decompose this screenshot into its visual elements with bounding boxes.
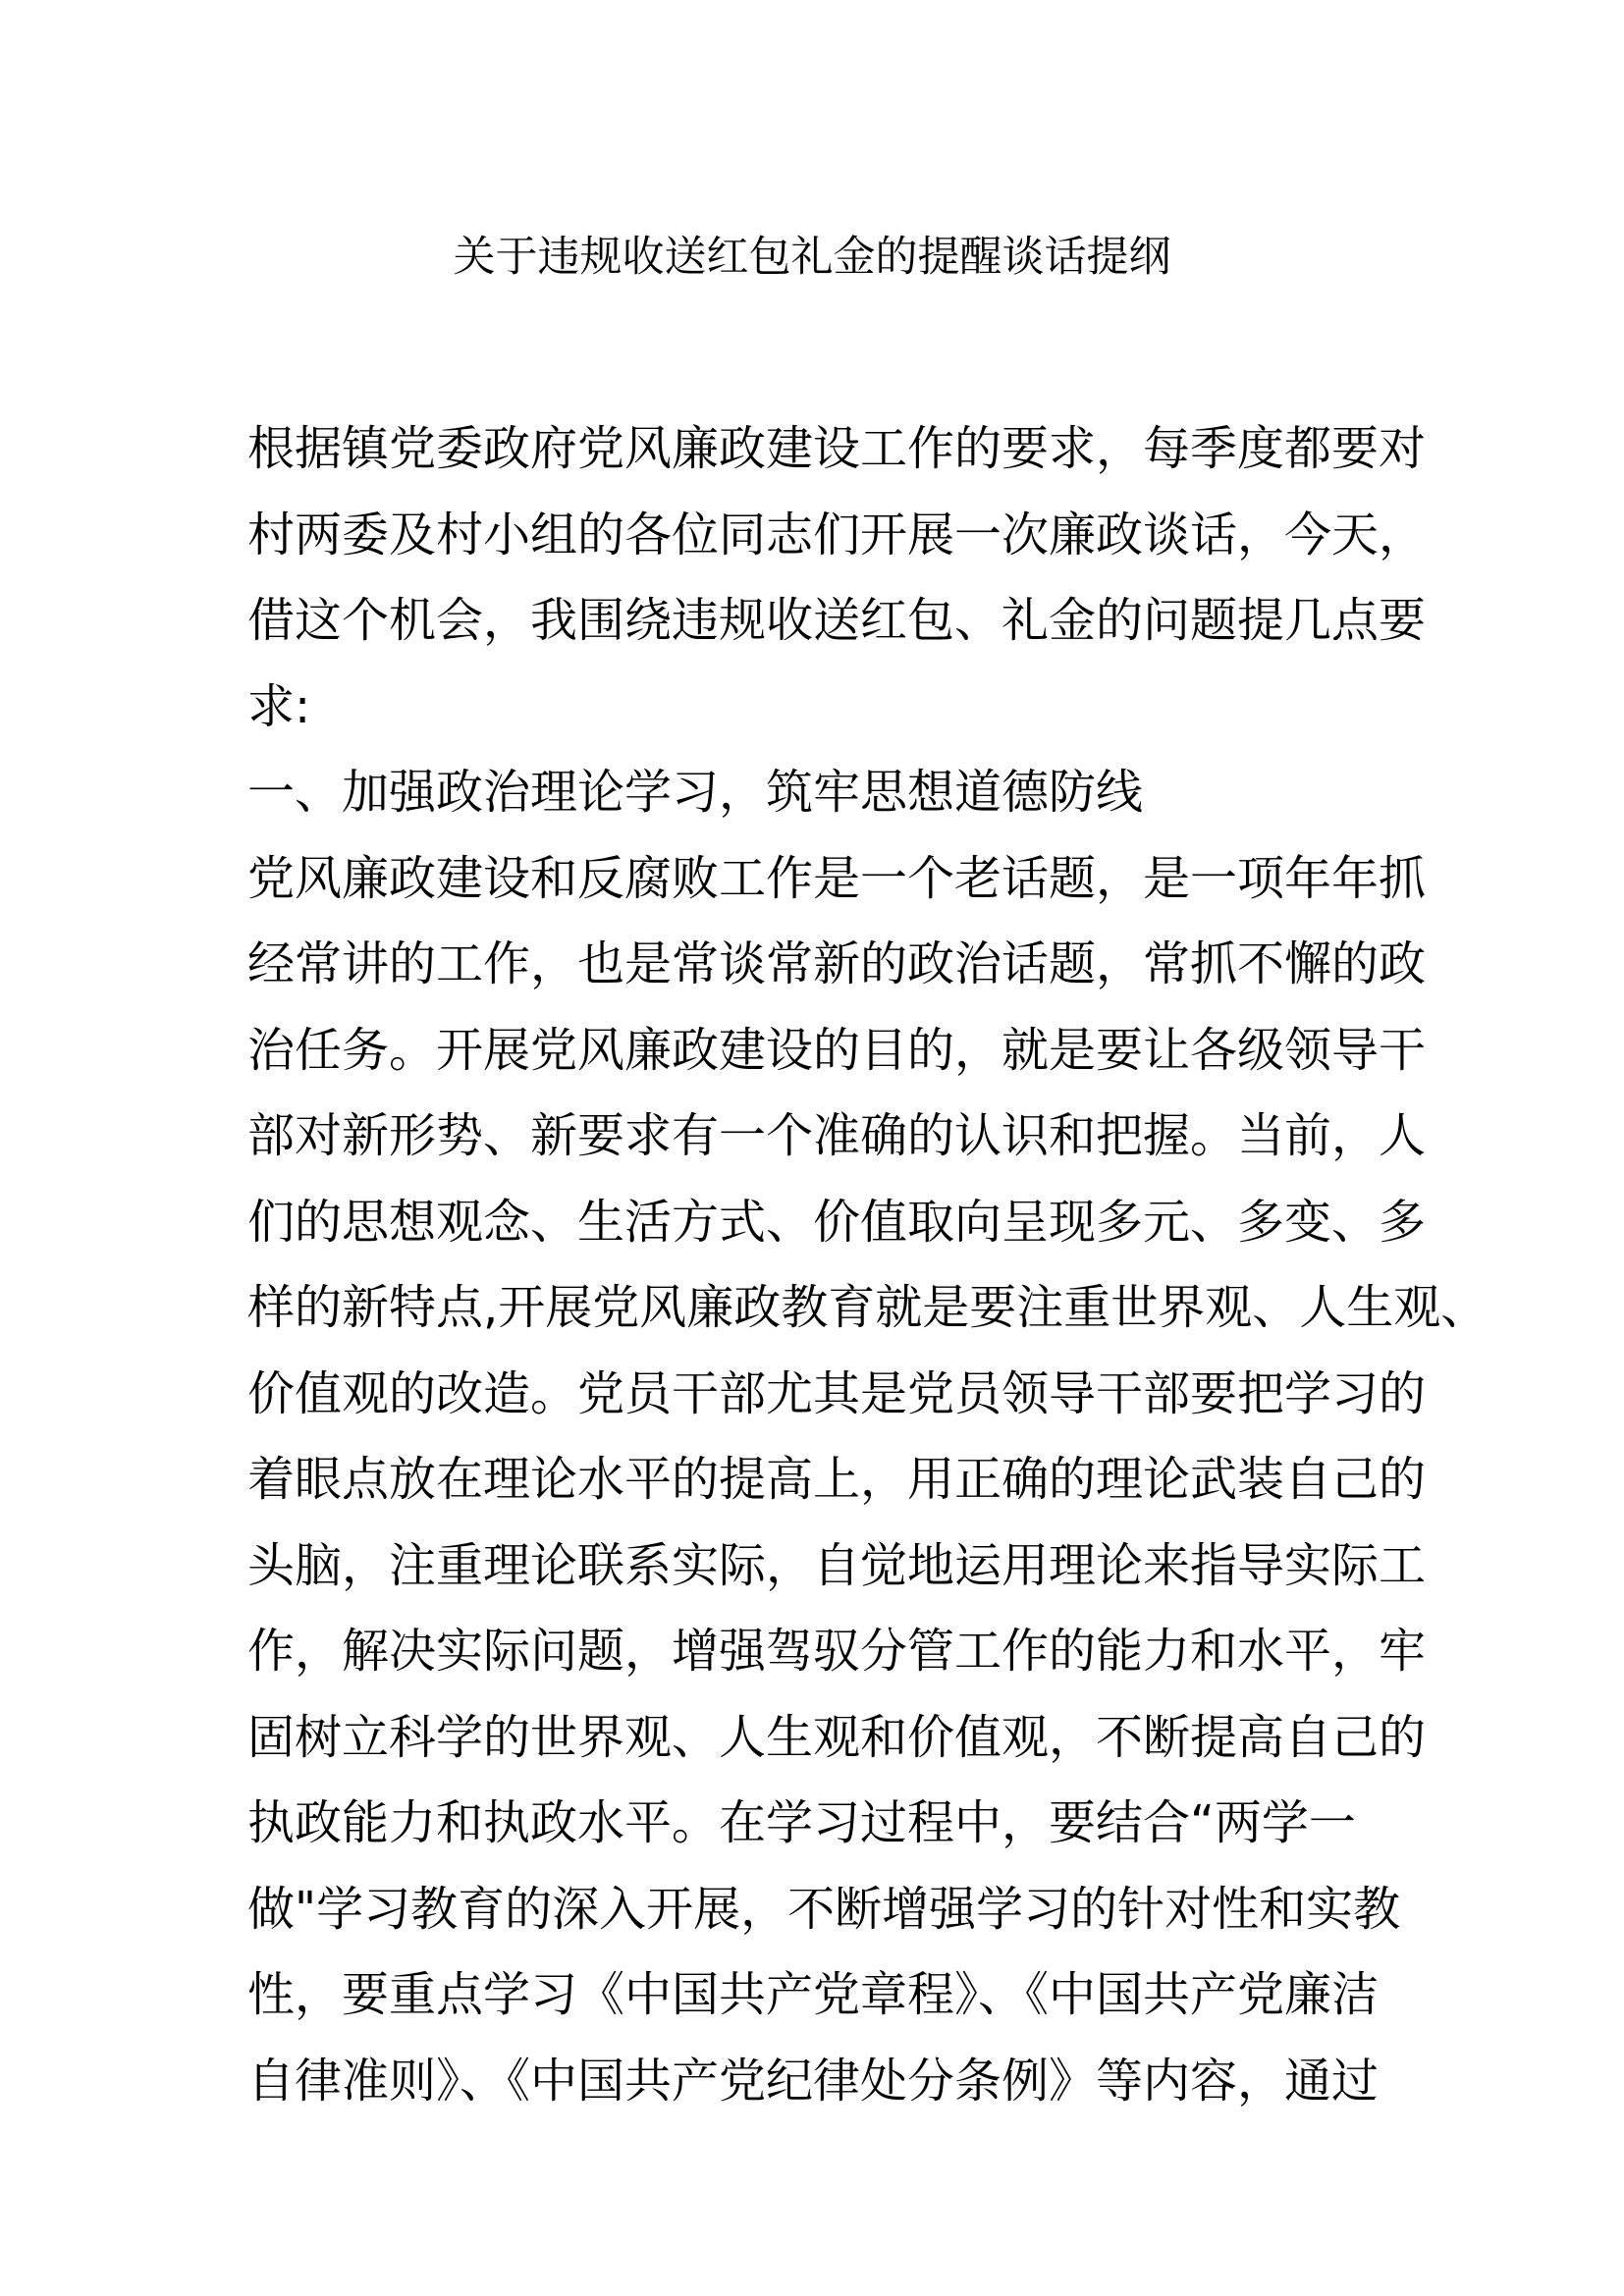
text-line: 性，要重点学习《中国共产党章程》、《中国共产党廉洁 [247, 1967, 1380, 2022]
text-line: 村两委及村小组的各位同志们开展一次廉政谈话，今天， [247, 507, 1427, 562]
text-line: 治任务。开展党风廉政建设的目的，就是要让各级领导干 [247, 1022, 1427, 1078]
text-line: 们的思想观念、生活方式、价值取向呈现多元、多变、多 [247, 1194, 1427, 1250]
text-line: 着眼点放在理论水平的提高上，用正确的理论武装自己的 [247, 1452, 1427, 1507]
text-line: 价值观的改造。党员干部尤其是党员领导干部要把学习的 [247, 1365, 1427, 1421]
text-line: 样的新特点,开展党风廉政教育就是要注重世界观、人生观、 [247, 1280, 1489, 1335]
text-line: 经常讲的工作，也是常谈常新的政治话题，常抓不懈的政 [247, 936, 1427, 991]
text-line: 根据镇党委政府党风廉政建设工作的要求，每季度都要对 [247, 421, 1427, 476]
section-heading: 一、加强政治理论学习，筑牢思想道德防线 [247, 765, 1144, 820]
text-line: 固树立科学的世界观、人生观和价值观，不断提高自己的 [247, 1709, 1427, 1765]
text-line: 党风廉政建设和反腐败工作是一个老话题，是一项年年抓 [247, 850, 1427, 906]
text-line: 部对新形势、新要求有一个准确的认识和把握。当前，人 [247, 1108, 1427, 1163]
document-title: 关于违规收送红包礼金的提醒谈话提纲 [453, 233, 1171, 282]
text-line: 做"学习教育的深入开展，不断增强学习的针对性和实教 [247, 1881, 1401, 1937]
text-line: 自律准则》、《中国共产党纪律处分条例》等内容，通过 [247, 2053, 1380, 2109]
text-line: 作，解决实际问题，增强驾驭分管工作的能力和水平，牢 [247, 1624, 1427, 1679]
text-line: 执政能力和执政水平。在学习过程中，要结合“两学一 [247, 1795, 1356, 1850]
text-line: 头脑，注重理论联系实际，自觉地运用理论来指导实际工 [247, 1537, 1427, 1593]
text-line: 借这个机会，我围绕违规收送红包、礼金的问题提几点要 [247, 593, 1427, 648]
text-line: 求: [247, 678, 311, 734]
document-body [247, 406, 1489, 2124]
